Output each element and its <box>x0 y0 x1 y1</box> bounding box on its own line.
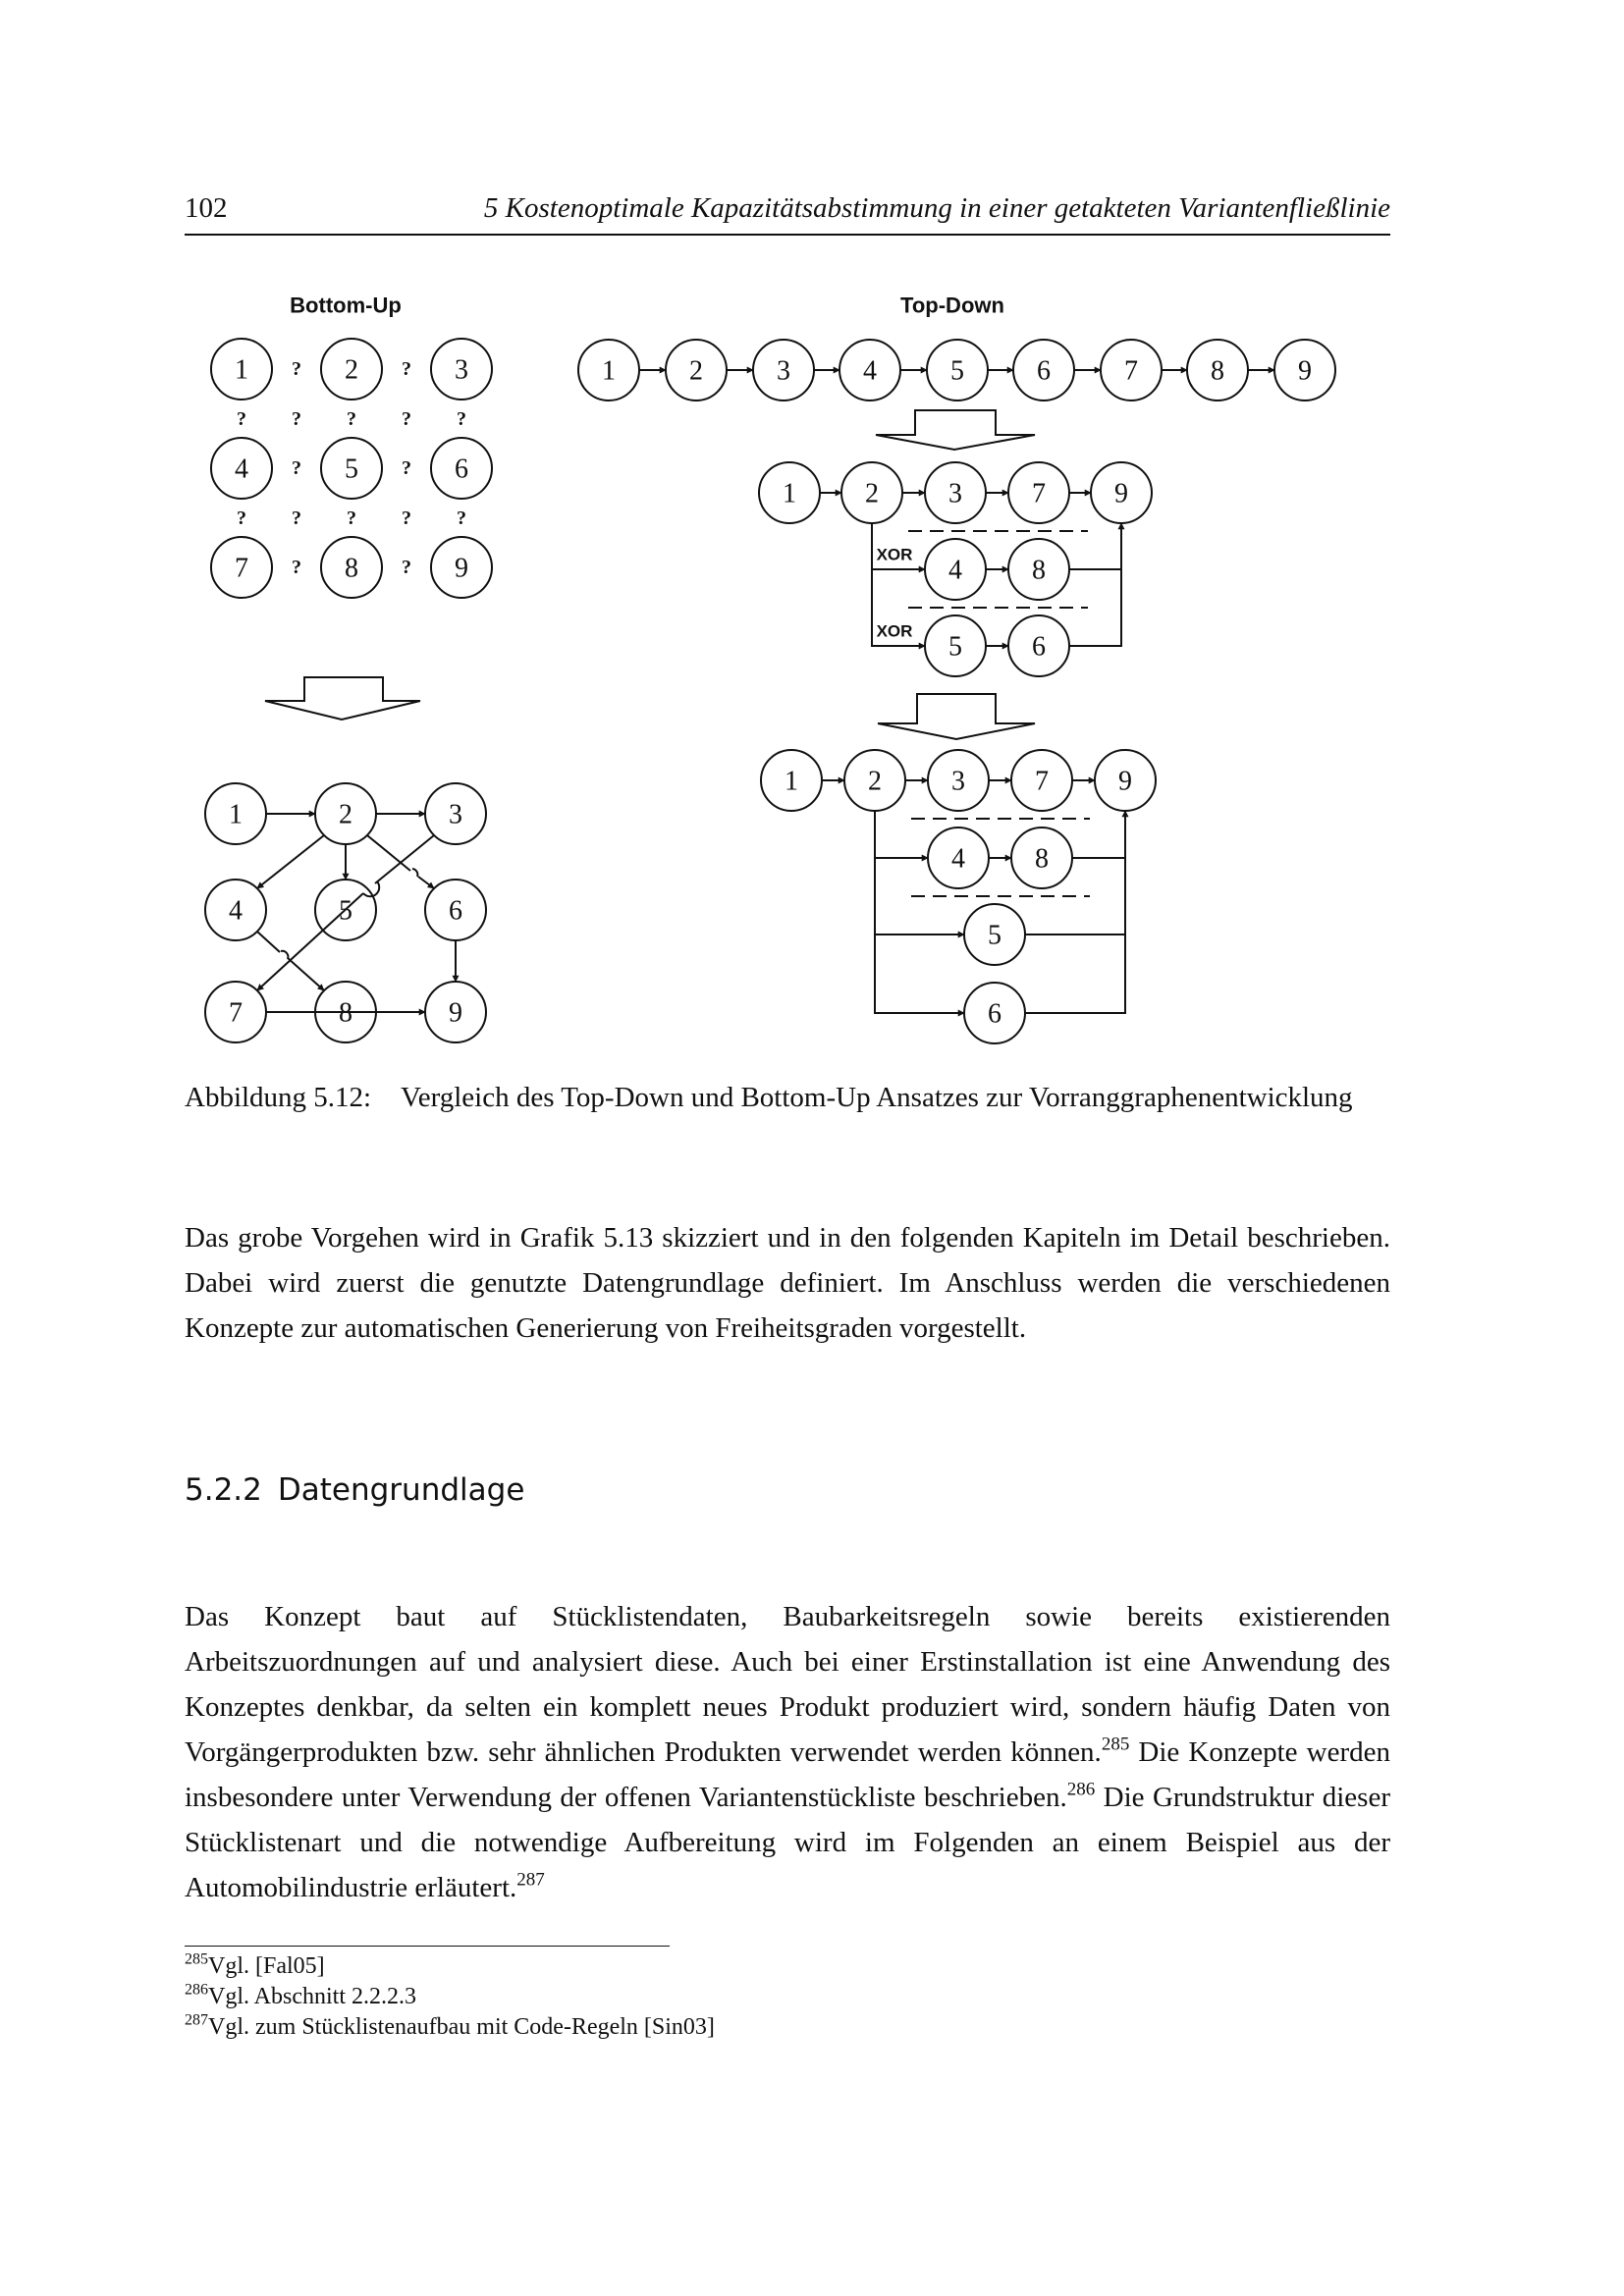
node-label: 5 <box>988 920 1001 951</box>
node-label: 2 <box>689 355 703 387</box>
caption-text: Vergleich des Top-Down und Bottom-Up Ansatzes zur Vorranggraphenentwicklung <box>401 1082 1353 1113</box>
node-label: 6 <box>988 998 1001 1030</box>
node-label: 1 <box>783 478 796 509</box>
node-label: 5 <box>948 631 962 663</box>
node-label: 8 <box>1032 555 1046 586</box>
node-label: 1 <box>785 766 798 797</box>
node-label: 4 <box>948 555 962 586</box>
node-label: 3 <box>951 766 965 797</box>
question-mark: ? <box>292 408 301 430</box>
node-label: 4 <box>229 895 243 927</box>
node-label: 1 <box>235 354 248 386</box>
node-label: 9 <box>1114 478 1128 509</box>
node-label: 1 <box>229 799 243 830</box>
question-mark: ? <box>457 507 466 529</box>
node-label: 5 <box>950 355 964 387</box>
section-title: Datengrundlage <box>277 1472 525 1508</box>
footnotes <box>185 1951 1390 2043</box>
running-head <box>185 192 1390 236</box>
question-mark: ? <box>292 507 301 529</box>
footnote-text: Vgl. zum Stücklistenaufbau mit Code-Regeln [Sin03] <box>208 2014 715 2040</box>
question-mark: ? <box>402 408 411 430</box>
node-label: 6 <box>1037 355 1051 387</box>
node-label: 8 <box>339 997 352 1029</box>
caption-label: Abbildung 5.12: <box>185 1082 372 1113</box>
node-label: 5 <box>339 895 352 927</box>
node-label: 6 <box>1032 631 1046 663</box>
bottom-up-title: Bottom-Up <box>290 293 402 318</box>
xor-label: XOR <box>876 621 913 641</box>
td-transform-arrow-2 <box>878 694 1035 739</box>
header-rule <box>185 234 1390 236</box>
node-label: 4 <box>235 454 248 485</box>
node-label: 8 <box>1035 843 1049 875</box>
paragraph-data-basis <box>185 1594 1390 1910</box>
question-mark: ? <box>292 557 301 578</box>
precedence-graph-figure <box>0 275 1624 1060</box>
question-mark: ? <box>292 457 301 479</box>
node-label: 2 <box>865 478 879 509</box>
paragraph-text: Das Konzept baut auf Stücklistendaten, Baubarkeitsregeln sowie bereits existierenden Arbeitszuordnungen auf und analysiert diese. Auch bei einer Erstinstallation ist eine Anwendung des Konzeptes denkbar, da selten ein komplett neues Produkt produziert wird, sondern häufig Daten von Vorgängerprodukten bzw. sehr ähnlichen Produkten verwendet werden können. <box>185 1601 1390 1768</box>
bu-transform-arrow <box>265 677 420 720</box>
footnote-ref-285[interactable]: 285 <box>1101 1734 1130 1755</box>
question-mark: ? <box>347 507 356 529</box>
node-label: 3 <box>455 354 468 386</box>
node-label: 2 <box>868 766 882 797</box>
question-mark: ? <box>292 358 301 380</box>
footnote-287 <box>185 2012 1390 2043</box>
xor-label: XOR <box>876 545 913 564</box>
node-label: 7 <box>229 997 243 1029</box>
footnote-text: Vgl. Abschnitt 2.2.2.3 <box>208 1984 417 2009</box>
node-label: 6 <box>455 454 468 485</box>
node-label: 8 <box>1211 355 1224 387</box>
node-label: 8 <box>345 553 358 584</box>
footnote-285 <box>185 1951 1390 1982</box>
node-label: 2 <box>339 799 352 830</box>
node-label: 5 <box>345 454 358 485</box>
node-label: 9 <box>455 553 468 584</box>
top-down-title: Top-Down <box>900 293 1004 318</box>
footnote-rule <box>185 1946 670 1947</box>
page-number: 102 <box>185 192 228 224</box>
node-label: 9 <box>1298 355 1312 387</box>
section-heading <box>185 1472 524 1508</box>
chapter-title: 5 Kostenoptimale Kapazitätsabstimmung in einer getakteten Variantenfließlinie <box>483 192 1390 224</box>
node-label: 3 <box>777 355 790 387</box>
node-label: 4 <box>951 843 965 875</box>
td-transform-arrow-1 <box>876 410 1035 450</box>
footnote-number: 287 <box>185 2011 208 2029</box>
footnote-number: 286 <box>185 1981 208 1999</box>
paragraph-intro: Das grobe Vorgehen wird in Grafik 5.13 skizziert und in den folgenden Kapiteln im Detail beschrieben. Dabei wird zuerst die genutzte Datengrundlage definiert. Im Anschluss werden die verschiedenen Konzepte zur automatischen Generierung von Freiheitsgraden vorgestellt. <box>185 1222 1390 1344</box>
footnote-text: Vgl. [Fal05] <box>208 1953 325 1979</box>
paragraph-text: Die Grundstruktur dieser Stücklistenart und die notwendige Aufbereitung wird im Folgenden an einem Beispiel aus der Automobilindustrie erläutert. <box>185 1782 1390 1903</box>
paragraph-text: Die Konzepte werden insbesondere unter Verwendung der offenen Variantenstückliste beschrieben. <box>185 1736 1390 1813</box>
node-label: 4 <box>863 355 877 387</box>
node-label: 3 <box>948 478 962 509</box>
footnote-286 <box>185 1982 1390 2012</box>
node-label: 7 <box>1124 355 1138 387</box>
node-label: 7 <box>1032 478 1046 509</box>
footnote-number: 285 <box>185 1950 208 1968</box>
question-mark: ? <box>402 507 411 529</box>
node-label: 7 <box>235 553 248 584</box>
question-mark: ? <box>402 457 411 479</box>
question-mark: ? <box>402 557 411 578</box>
node-label: 6 <box>449 895 462 927</box>
node-label: 1 <box>602 355 616 387</box>
node-label: 9 <box>449 997 462 1029</box>
question-mark: ? <box>457 408 466 430</box>
footnote-ref-287[interactable]: 287 <box>516 1869 545 1891</box>
question-mark: ? <box>347 408 356 430</box>
node-label: 3 <box>449 799 462 830</box>
footnote-ref-286[interactable]: 286 <box>1066 1779 1096 1800</box>
question-mark: ? <box>237 507 246 529</box>
question-mark: ? <box>237 408 246 430</box>
node-label: 9 <box>1118 766 1132 797</box>
section-number: 5.2.2 <box>185 1472 262 1508</box>
node-label: 7 <box>1035 766 1049 797</box>
node-label: 2 <box>345 354 358 386</box>
question-mark: ? <box>402 358 411 380</box>
